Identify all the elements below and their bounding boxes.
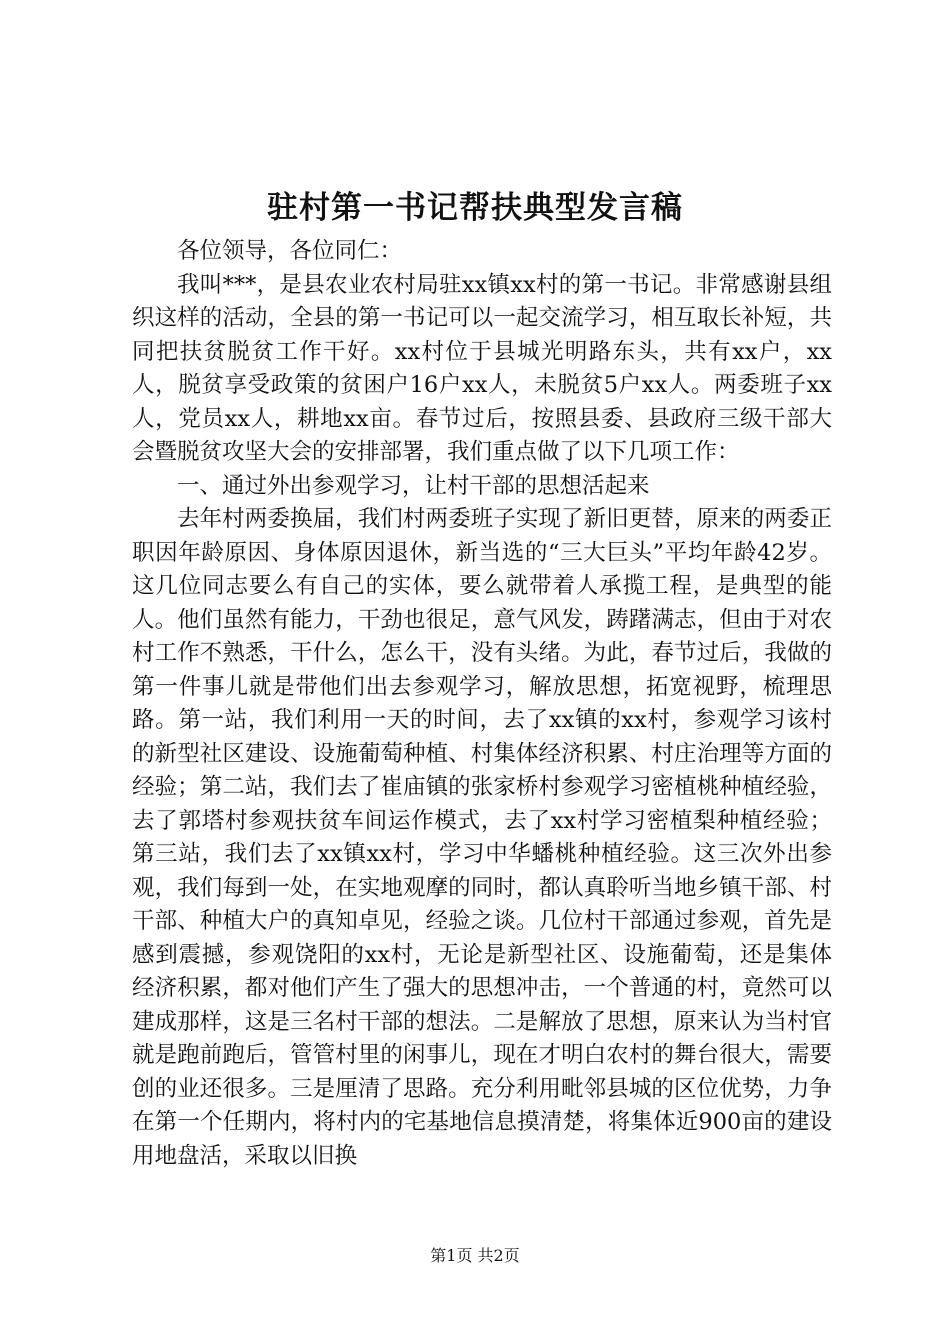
- body-paragraph: 去年村两委换届，我们村两委班子实现了新旧更替，原来的两委正职因年龄原因、身体原因退休，新当选的“三大巨头”平均年龄42岁。这几位同志要么有自己的实体，要么就带着人承揽工程，是典型的能人。他们虽然有能力，干劲也很足，意气风发，踌躇满志，但由于对农村工作不熟悉，干什么，怎么干，没有头绪。为此，春节过后，我做的第一件事儿就是带他们出去参观学习，解放思想，拓宽视野，梳理思路。第一站，我们利用一天的时间，去了xx镇的xx村，参观学习该村的新型社区建设、设施葡萄种植、村集体经济积累、村庄治理等方面的经验；第二站，我们去了崔庙镇的张家桥村参观学习密植桃种植经验，去了郭塔村参观扶贫车间运作模式，去了xx村学习密植梨种植经验；第三站，我们去了xx镇xx村，学习中华蟠桃种植经验。这三次外出参观，我们每到一处，在实地观摩的同时，都认真聆听当地乡镇干部、村干部、种植大户的真知卓见，经验之谈。几位村干部通过参观，首先是感到震撼，参观饶阳的xx村，无论是新型社区、设施葡萄，还是集体经济积累，都对他们产生了强大的思想冲击，一个普通的村，竟然可以建成那样，这是三名村干部的想法。二是解放了思想，原来认为当村官就是跑前跑后，管管村里的闲事儿，现在才明白农村的舞台很大，需要创的业还很多。三是厘清了思路。充分利用毗邻县城的区位优势，力争在第一个任期内，将村内的宅基地信息摸清楚，将集体近900亩的建设用地盘活，采取以旧换: [132, 506, 832, 1169]
- intro-paragraph: 我叫***，是县农业农村局驻xx镇xx村的第一书记。非常感谢县组织这样的活动，全县的第一书记可以一起交流学习，相互取长补短，共同把扶贫脱贫工作干好。xx村位于县城光明路东头，共有xx户，xx人，脱贫享受政策的贫困户16户xx人，未脱贫5户xx人。两委班子xx人，党员xx人，耕地xx亩。春节过后，按照县委、县政府三级干部大会暨脱贫攻坚大会的安排部署，我们重点做了以下几项工作：: [132, 271, 832, 465]
- section-heading: 一、通过外出参观学习，让村干部的思想活起来: [177, 472, 650, 499]
- document-title: 驻村第一书记帮扶典型发言稿: [267, 190, 683, 226]
- page-footer: 第1页 共2页: [430, 1246, 520, 1265]
- salutation-paragraph: 各位领导，各位同仁：: [177, 238, 403, 264]
- document-body: [132, 235, 832, 1173]
